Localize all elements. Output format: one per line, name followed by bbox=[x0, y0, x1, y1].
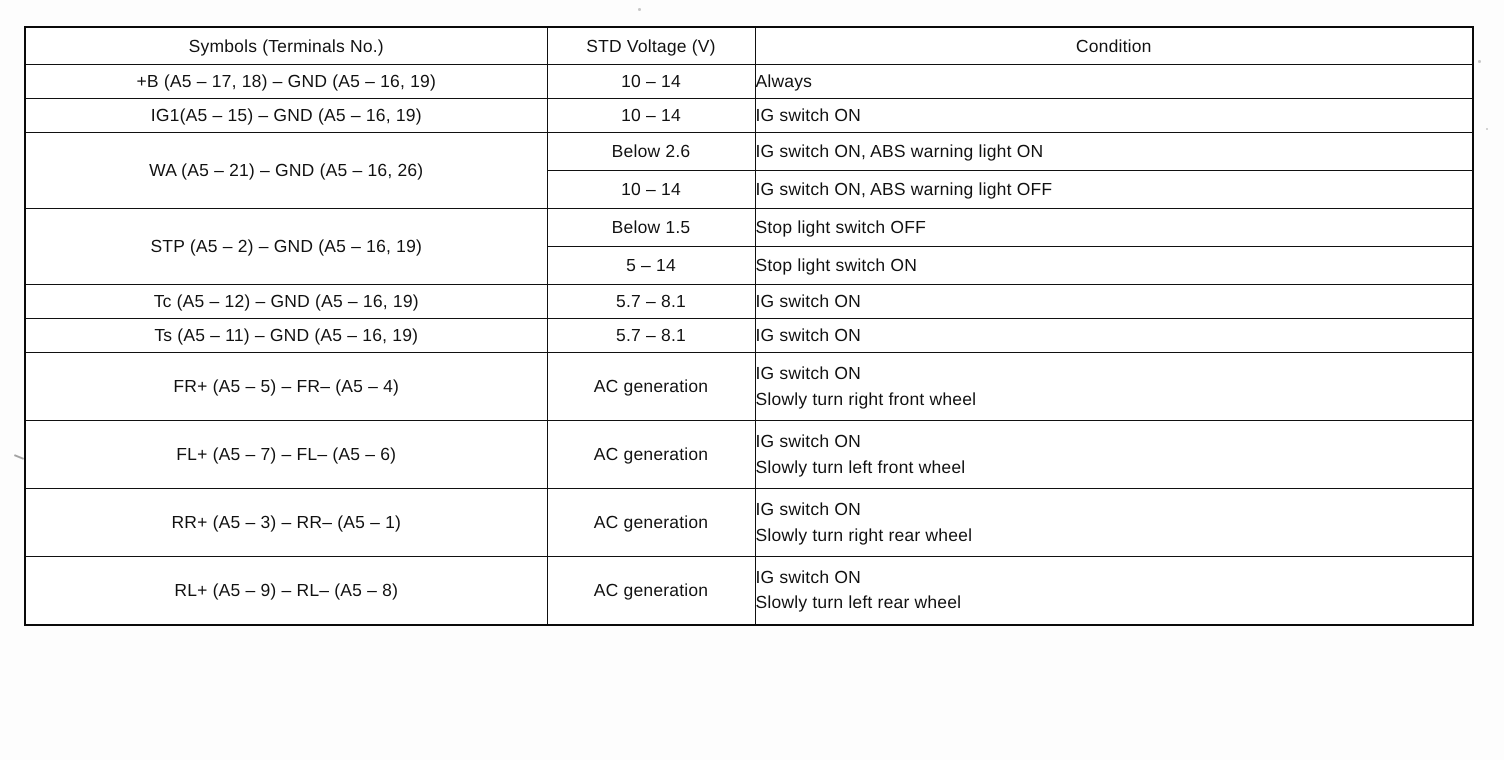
column-header-voltage: STD Voltage (V) bbox=[547, 27, 755, 65]
inspection-table-wrapper bbox=[24, 26, 1472, 626]
table-header bbox=[25, 27, 1473, 65]
scan-mark bbox=[14, 454, 24, 460]
cell-symbol: RR+ (A5 – 3) – RR– (A5 – 1) bbox=[25, 489, 547, 557]
cell-condition bbox=[755, 489, 1473, 557]
condition-line-1: IG switch ON bbox=[755, 431, 861, 452]
cell-symbol: IG1(A5 – 15) – GND (A5 – 16, 19) bbox=[25, 99, 547, 133]
terminal-voltage-table bbox=[24, 26, 1474, 626]
table-row bbox=[25, 99, 1473, 133]
cell-voltage: AC generation bbox=[547, 489, 755, 557]
cell-condition: Always bbox=[755, 65, 1473, 99]
cell-voltage: AC generation bbox=[547, 557, 755, 625]
condition-line-2: Slowly turn right rear wheel bbox=[755, 524, 973, 545]
cell-condition: IG switch ON, ABS warning light OFF bbox=[755, 171, 1473, 209]
condition-line-2: Slowly turn right front wheel bbox=[755, 388, 977, 409]
condition-line-1: IG switch ON bbox=[755, 499, 861, 520]
condition-line-1: IG switch ON bbox=[755, 363, 861, 384]
cell-symbol: +B (A5 – 17, 18) – GND (A5 – 16, 19) bbox=[25, 65, 547, 99]
cell-symbol: FL+ (A5 – 7) – FL– (A5 – 6) bbox=[25, 421, 547, 489]
cell-condition bbox=[755, 421, 1473, 489]
table-row bbox=[25, 319, 1473, 353]
table-row bbox=[25, 209, 1473, 247]
table-row bbox=[25, 65, 1473, 99]
column-header-condition: Condition bbox=[755, 27, 1473, 65]
table-row bbox=[25, 557, 1473, 625]
cell-voltage: AC generation bbox=[547, 353, 755, 421]
scan-speckle bbox=[1478, 60, 1481, 63]
cell-condition: Stop light switch ON bbox=[755, 247, 1473, 285]
cell-voltage: AC generation bbox=[547, 421, 755, 489]
cell-condition: IG switch ON bbox=[755, 99, 1473, 133]
condition-line-1: IG switch ON bbox=[755, 566, 861, 587]
condition-line-2: Slowly turn left rear wheel bbox=[755, 592, 962, 613]
cell-symbol: STP (A5 – 2) – GND (A5 – 16, 19) bbox=[25, 209, 547, 285]
cell-condition: IG switch ON bbox=[755, 285, 1473, 319]
table-body bbox=[25, 65, 1473, 625]
cell-condition bbox=[755, 353, 1473, 421]
cell-symbol: Ts (A5 – 11) – GND (A5 – 16, 19) bbox=[25, 319, 547, 353]
cell-voltage: 5.7 – 8.1 bbox=[547, 285, 755, 319]
cell-voltage: Below 1.5 bbox=[547, 209, 755, 247]
cell-voltage: 5.7 – 8.1 bbox=[547, 319, 755, 353]
table-row bbox=[25, 133, 1473, 171]
scan-speckle bbox=[638, 8, 641, 11]
condition-line-2: Slowly turn left front wheel bbox=[755, 456, 966, 477]
cell-voltage: Below 2.6 bbox=[547, 133, 755, 171]
cell-voltage: 10 – 14 bbox=[547, 65, 755, 99]
table-header-row bbox=[25, 27, 1473, 65]
cell-symbol: Tc (A5 – 12) – GND (A5 – 16, 19) bbox=[25, 285, 547, 319]
cell-condition: IG switch ON bbox=[755, 319, 1473, 353]
cell-symbol: WA (A5 – 21) – GND (A5 – 16, 26) bbox=[25, 133, 547, 209]
table-row bbox=[25, 285, 1473, 319]
cell-symbol: RL+ (A5 – 9) – RL– (A5 – 8) bbox=[25, 557, 547, 625]
cell-condition bbox=[755, 557, 1473, 625]
cell-voltage: 10 – 14 bbox=[547, 99, 755, 133]
cell-voltage: 10 – 14 bbox=[547, 171, 755, 209]
table-row bbox=[25, 353, 1473, 421]
table-row bbox=[25, 421, 1473, 489]
cell-symbol: FR+ (A5 – 5) – FR– (A5 – 4) bbox=[25, 353, 547, 421]
cell-voltage: 5 – 14 bbox=[547, 247, 755, 285]
cell-condition: IG switch ON, ABS warning light ON bbox=[755, 133, 1473, 171]
table-row bbox=[25, 489, 1473, 557]
scan-speckle bbox=[1486, 128, 1488, 130]
column-header-symbols: Symbols (Terminals No.) bbox=[25, 27, 547, 65]
cell-condition: Stop light switch OFF bbox=[755, 209, 1473, 247]
